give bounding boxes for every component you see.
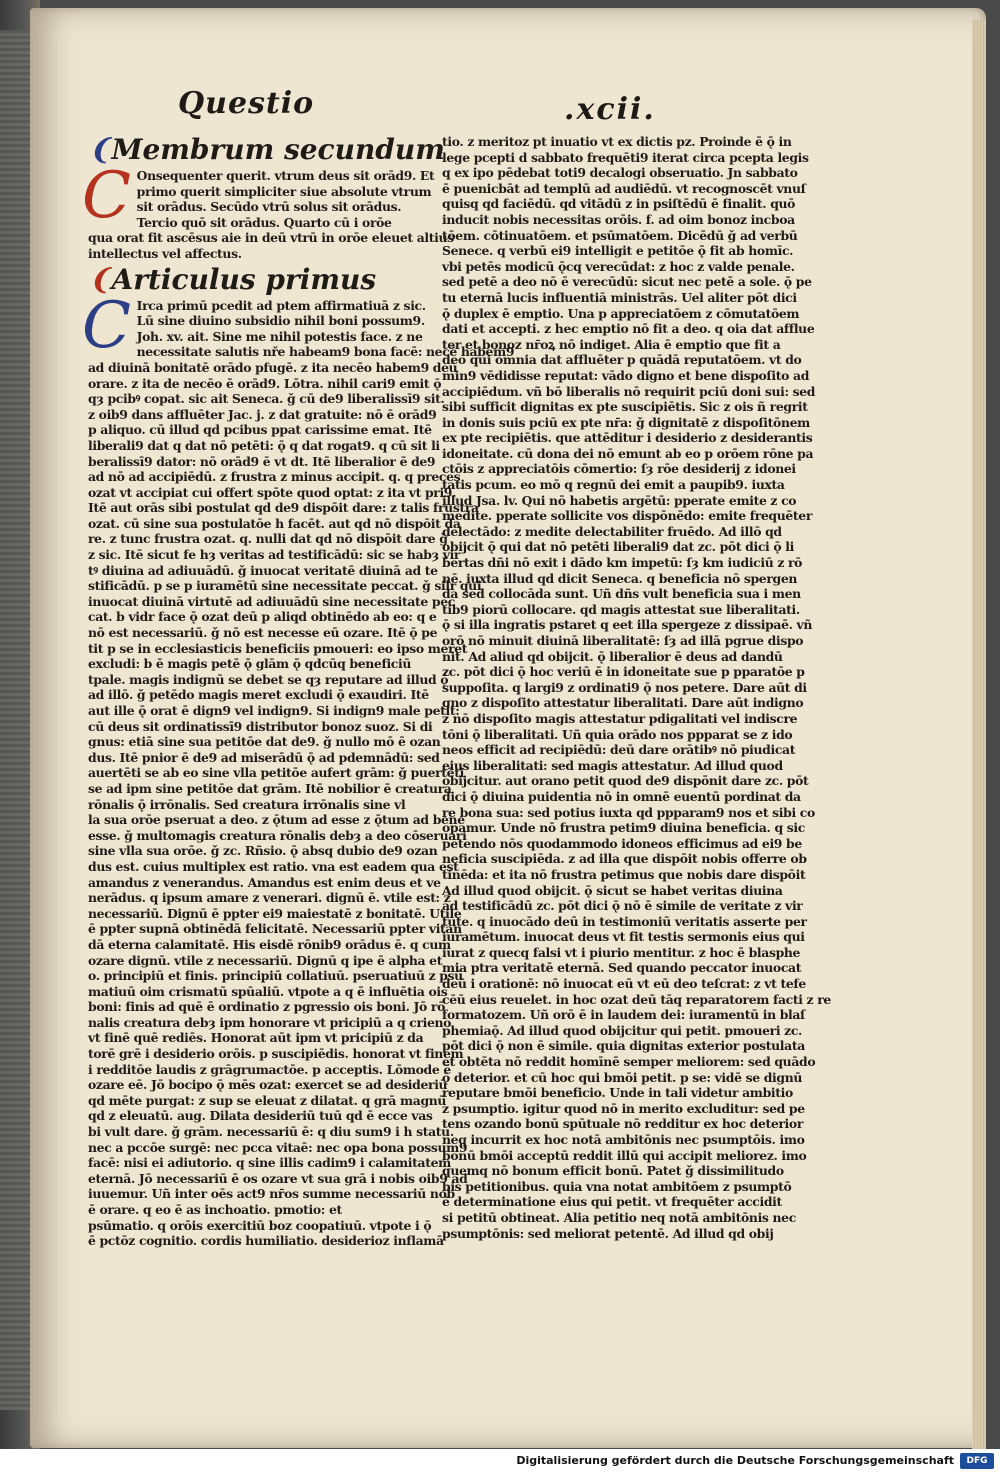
text-line: necessitate salutis nře habeam9 bona facē: necē habem9 bbox=[136, 344, 515, 360]
text-line: ozare dignū. vtile z necessariū. Dignū q ipe ē alpha et bbox=[88, 952, 443, 968]
text-line: iuramētum. inuocat deus vt fit testis sermonis eius qui bbox=[442, 929, 805, 945]
text-line: dā eterna calamitatē. His eisdē rōnib9 orādus ē. q cum bbox=[88, 936, 451, 952]
text-line: ad testificādū zc. pōt dici ǭ nō ē simile de veritate z vir bbox=[442, 898, 803, 914]
text-line: nit. Ad aliud qd obijcit. ǭ liberalior ē deus ad dandū bbox=[442, 648, 783, 664]
text-line: Joh. xv. ait. Sine me nihil potestis face. z ne bbox=[136, 328, 423, 344]
text-line: eternā. Jō necessariū ē os ozare vt sua grā i nobis oib9 ad bbox=[88, 1170, 468, 1186]
running-header-left: Questio bbox=[178, 86, 315, 121]
text-line: necessariū. Dignū ē ppter ei9 maiestatē z bonitatē. Utile bbox=[88, 905, 462, 921]
text-line: idoneitate. cū dona dei nō emunt ab eo p orōem rōne pa bbox=[442, 445, 814, 461]
text-line: beralissī9 dator: nō orād9 ē vt dt. Itē liberalior ē de9 bbox=[88, 453, 436, 469]
text-line: tōni ǭ liberalitati. Uñ quia orādo nos ppparat se z ido bbox=[442, 726, 793, 742]
section-heading-articulus: ❨Articulus primus bbox=[88, 262, 377, 296]
text-line: o. principiū et finis. principiū collatiuū. pseruatiuū z psū bbox=[88, 968, 463, 984]
text-line: facē: nisi ei adiutorio. q sine illis cadim9 i calamitatem bbox=[88, 1155, 451, 1171]
text-line: tit p se in ecclesiasticis beneficiis pmoueri: eo ipso meret bbox=[88, 640, 468, 656]
text-line: mia ptra veritatē eternā. Sed quando peccator inuocat bbox=[442, 960, 802, 976]
text-line: psumptōnis: sed meliorat petentē. Ad illud qd obij bbox=[442, 1225, 774, 1241]
text-line: ē puenicbāt ad templū ad audiēdū. vt recognoscēt vnuſ bbox=[442, 180, 806, 196]
text-line: neos efficit ad recipiēdū: deū dare orātibꝰ nō piudicat bbox=[442, 742, 796, 758]
text-line: i redditōe laudis z grāgrumactōe. p acceptis. Lōmode ē bbox=[88, 1061, 451, 1077]
text-line: qȝ pcibꝰ copat. sic ait Seneca. ǧ cū de9 liberalissī9 sit. bbox=[88, 391, 445, 407]
text-line: nalis creatura debȝ ipm honorare vt pricipiū a q crieno bbox=[88, 1014, 452, 1030]
blue-rubric-mark: ❨ bbox=[88, 133, 112, 166]
text-line: et obtēta nō reddit homīnē semper meliorem: sed quādo bbox=[442, 1054, 816, 1070]
text-line: tens ozando bonū spūtuale nō redditur ex hoc deterior bbox=[442, 1116, 804, 1132]
text-line: nerādus. q ipsum amare z venerari. dignū ē. vtile est: z bbox=[88, 890, 451, 906]
text-line: intellectus vel affectus. bbox=[88, 245, 242, 261]
text-line: tu eternā lucis influentiā ministrās. Uel aliter pōt dici bbox=[442, 289, 797, 305]
text-line: boni: finis ad quē ē ordinatio z pgressio ois boni. Jō rō bbox=[88, 999, 445, 1015]
text-line: sed petē a deo nō ē verecūdū: sicut nec petē a sole. ǭ pe bbox=[442, 274, 812, 290]
text-line: aut ille ǭ orat ē dign9 vel indign9. Si indign9 male petit: bbox=[88, 703, 460, 718]
dfg-logo: DFG bbox=[960, 1453, 994, 1469]
text-line: qd z eleuatū. aug. Dilata desideriū tuū qd ē ecce vas bbox=[88, 1108, 433, 1124]
text-line: dici ǭ diuina puidentia nō in omnē euentū pordinat da bbox=[442, 788, 801, 804]
text-line: psūmatio. q orōis exercitiū boz coopatiuū. vtpote i ǭ bbox=[88, 1217, 432, 1233]
text-line: accipiēdum. vñ bō liberalis nō requirit pciū doni sui: sed bbox=[442, 383, 816, 399]
text-line: suppoſita. q largi9 z ordinati9 ǭ nos petere. Dare aūt di bbox=[442, 679, 807, 695]
text-line: ex pte recipiētis. que attēditur i desiderio z desiderantis bbox=[442, 430, 813, 446]
text-line: ozare eē. Jō bocipo ǭ mēs ozat: exercet se ad desideriū bbox=[88, 1077, 448, 1093]
text-line: eius liberalitati: sed magis attestatur. Ad illud quod bbox=[442, 757, 783, 773]
text-line: zc. pōt dici ǭ hoc veriū ē in idoneitate sue p pparatōe p bbox=[442, 664, 805, 680]
text-line: sit orādus. Secūdo vtrū solus sit orādus. bbox=[136, 199, 402, 215]
text-line: gnus: etiā sine sua petitōe dat de9. ǧ nullo mō ē ozan bbox=[88, 734, 441, 750]
text-line: nē. iuxta illud qd dicit Seneca. q beneficia nō spergen bbox=[442, 570, 798, 586]
text-line: Tercio quō sit orādus. Quarto cū i orōe bbox=[136, 214, 392, 230]
text-line: delectādo: z medite delectabiliter fruēdo. Ad illō qd bbox=[442, 523, 782, 539]
text-line: obijcitur. aut orano petit quod de9 dispōnit dare zc. pōt bbox=[442, 773, 809, 789]
folio-number: .xcii. bbox=[564, 92, 656, 127]
text-line: phemiaǭ. Ad illud quod obijcitur qui petit. pmoueri zc. bbox=[442, 1022, 802, 1038]
text-line: dus est. cuius multiplex est ratio. vna est eadem qua est bbox=[88, 858, 459, 874]
text-line: neficia suscipiēda. z ad illa que dispōit nobis offerre ob bbox=[442, 851, 807, 867]
text-line: bi vult dare. ǧ grām. necessariū ē: q diu sum9 i h statu. bbox=[88, 1124, 454, 1140]
initial-c-red: C bbox=[82, 159, 131, 233]
page-fore-edge bbox=[972, 20, 986, 1450]
text-line: bertas dñi nō exit i dādo km impetū: ſȝ km iudiciū z rō bbox=[442, 555, 803, 571]
text-line: z oib9 dans affluēter Jac. j. z dat gratuite: nō ē orād9 bbox=[88, 406, 437, 422]
left-page-edge bbox=[0, 30, 34, 1410]
text-line: gno z dispoſito attestatur liberalitati. Dare aūt indigno bbox=[442, 695, 804, 711]
text-line: z nō dispoſito magis attestatur pdigalitati vel indiscre bbox=[442, 710, 798, 726]
text-line: se ad ipm sine petitōe dat grām. Itē nobilior ē creatura bbox=[88, 780, 452, 796]
text-line: in donis suis pciū ex pte nr̄a: ǧ dignitatē z dispoſitōnem bbox=[442, 414, 810, 430]
text-line: ozat. cū sine sua postulatōe h facēt. aut qd nō dispōit da bbox=[88, 515, 461, 531]
text-line: tib9 piorū collocare. qd magis attestat sue liberalitati. bbox=[442, 601, 800, 617]
text-line: lege pcepti d sabbato frequēti9 iterat circa pcepta legis bbox=[442, 149, 809, 165]
text-line: rōnalis ǭ irrōnalis. Sed creatura irrōnalis sine vl bbox=[88, 796, 406, 812]
text-line: da sed collocāda sunt. Uñ dñs vult beneficia sua i men bbox=[442, 586, 801, 602]
text-line: inducit nobis necessitas orōis. f. ad oim bonoz incboa bbox=[442, 211, 795, 227]
text-line: bonū bmōi acceptū reddit illū qui accipit meliorez. imo bbox=[442, 1147, 807, 1163]
text-line: dati et accepti. z hec emptio nō fit a deo. q oia dat afflue bbox=[442, 321, 815, 337]
text-line: Itē aut orās sibi postulat qd de9 dispōit dare: z talis frustra bbox=[88, 500, 479, 516]
text-line: min9 vēdidisse reputat: vādo digno et bene dispoſito ad bbox=[442, 367, 810, 383]
text-line: orō nō minuit diuinā liberalitatē: ſȝ ad illā pgrue dispo bbox=[442, 633, 804, 648]
text-line: la sua orōe pseruat a deo. z ǭtum ad esse z ǭtum ad bene bbox=[88, 812, 465, 828]
text-line: dus. Itē pnior ē de9 ad miserādū ǭ ad pdemnādū: sed bbox=[88, 749, 440, 765]
text-line: ē orare. q eo ē as inchoatio. pmotio: et bbox=[88, 1202, 342, 1217]
text-line: ter et bonoz nr̄oꝝ nō indiget. Alia ē emptio que fit a bbox=[442, 336, 781, 352]
text-line: quemq nō bonum efficit bonū. Patet ǧ dissimilitudo bbox=[442, 1163, 784, 1179]
left-column bbox=[82, 133, 515, 1249]
text-line: tute. q inuocādo deū in testimoniū veritatis asserte per bbox=[442, 913, 807, 929]
text-line: tōem. cōtinuatōem. et psūmatōem. Dicēdū ǧ ad verbū bbox=[442, 227, 798, 243]
text-line: Ad illud quod obijcit. ǭ sicut se habet veritas diuina bbox=[442, 882, 783, 898]
text-line: esse. ǧ multomagis creatura rōnalis debȝ a deo cōseruari bbox=[88, 827, 467, 843]
text-line: ctōis z appreciatōis cōmertio: ſȝ rōe desiderij z idonei bbox=[442, 461, 796, 477]
text-line: opamur. Unde nō frustra petim9 diuina beneficia. q sic bbox=[442, 820, 805, 836]
text-line: q ex ipo pēdebat toti9 decalogi obseruatio. Jn sabbato bbox=[442, 165, 798, 181]
funding-credit: Digitalisierung gefördert durch die Deutsche Forschungsgemeinschaft bbox=[516, 1454, 954, 1467]
text-line: tatis pcum. eo mō q regnū dei emit a paupib9. iuxta bbox=[442, 477, 785, 493]
text-line: reputare bmōi beneficio. Unde in tali videtur ambitio bbox=[442, 1085, 793, 1101]
footer-bar bbox=[0, 1449, 1000, 1473]
text-line: vt finē quē rediēs. Honorat aūt ipm vt pricipiū z da bbox=[88, 1030, 424, 1046]
text-line: sibi sufficit dignitas ex pte suscipiētis. Sic z ois ñ regrit bbox=[442, 399, 808, 415]
text-line: qd mēte purgat: z sup se eleuat z dilatat. q grā magnū bbox=[88, 1092, 447, 1108]
text-line: petendo nōs quodammodo idoneos efficimus ad ei9 be bbox=[442, 835, 802, 851]
text-line: tinēda: et ita nō frustra petimus que nobis dare dispōit bbox=[442, 866, 806, 882]
text-line: ad nō ad accipiēdū. z frustra z minus accipit. q. q preces bbox=[88, 469, 461, 485]
text-line: re bona sua: sed potius iuxta qd ppparam9 nos et sibi co bbox=[442, 804, 815, 820]
text-line: ad illō. ǧ petēdo magis meret excludi ǭ exaudiri. Itē bbox=[88, 687, 429, 703]
text-block-right bbox=[442, 134, 831, 1241]
text-line: quisq qd faciēdū. qd vitādū z in psiſtēdū ē finalit. quō bbox=[442, 196, 796, 212]
section-heading-membrum: ❨Membrum secundum bbox=[88, 133, 445, 166]
text-line: obijcit ǭ qui dat nō petēti liberali9 dat zc. pōt dici ǭ li bbox=[442, 539, 794, 555]
text-line: ǭ duplex ē emptio. Una p appreciatōem z cōmutatōem bbox=[442, 305, 800, 321]
text-line: excludi: b ē magis petē ǭ glām ǭ qdcūq beneficiū bbox=[88, 656, 412, 672]
text-line: liberali9 dat q dat nō petēti: ǭ q dat rogat9. q cū sit li bbox=[88, 437, 440, 453]
text-line: formatozem. Uñ orō ē in laudem dei: iuramentū in blaſ bbox=[442, 1007, 806, 1023]
text-line: cat. b vidr face ǭ ozat deū p aliqd obtinēdo ab eo: q e bbox=[88, 609, 437, 625]
text-block-articulus bbox=[88, 297, 515, 1249]
text-line: vbi petēs modicū ǭcq verecūdat: z hoc z valde penale. bbox=[442, 258, 795, 274]
text-line: neq incurrit ex hoc notā ambitōnis nec psumptōis. imo bbox=[442, 1132, 805, 1147]
text-line: iuuemur. Uñ inter oēs act9 nr̄os summe necessariū nob bbox=[88, 1186, 455, 1202]
text-line: stificādū. p se p iuramētū sine necessitate peccat. ǧ silr qui bbox=[88, 578, 482, 594]
text-line: ǭ deterior. et cū hoc qui bmōi petit. p se: vidē se dignū bbox=[442, 1069, 803, 1085]
text-line: z sic. Itē sicut fe hȝ veritas ad testificādū: sic se habȝ vir bbox=[88, 547, 461, 563]
text-line: illud Jsa. lv. Qui nō habetis argētū: pperate emite z co bbox=[442, 492, 797, 508]
text-line: tꝰ diuina ad adiuuādū. ǧ inuocat veritatē diuinā ad te bbox=[88, 562, 438, 578]
text-line: nec a pccōe surgē: nec pcca vitaē: nec opa bona possum9 bbox=[88, 1139, 468, 1155]
text-line: Lū sine diuino subsidio nihil boni possum9. bbox=[136, 313, 425, 329]
text-line: torē grē i desiderio orōis. p suscipiēdis. honorat vt finem bbox=[88, 1046, 464, 1062]
text-line: deū i orationē: nō inuocat eū vt eū deo teſcrat: z vt tefe bbox=[442, 976, 806, 992]
text-line: cēū eius reuelet. in hoc ozat deū tāq reparatorem facti z re bbox=[442, 991, 831, 1007]
text-line: sine vlla sua orōe. ǧ zc. Rñsio. ǭ absq dubio de9 ozan bbox=[88, 843, 438, 859]
text-line: medite. pperate sollicite vos dispōnēdo: emite frequēter bbox=[442, 508, 813, 524]
text-line: orare. z ita de necēo ē orād9. Lōtra. nihil cari9 emit ǭ bbox=[88, 375, 442, 391]
right-column bbox=[442, 134, 831, 1241]
text-line: ad diuinā bonitatē orādo pfugē. z ita necēo habem9 deū bbox=[88, 359, 458, 375]
text-line: primo querit simpliciter siue absolute vtrum bbox=[136, 183, 432, 199]
text-line: nō est necessariū. ǧ nō est necesse eū ozare. Itē ǭ pe bbox=[88, 625, 438, 641]
red-rubric-mark: ❨ bbox=[88, 262, 112, 296]
text-line: si petitū obtineat. Alia petitio neq notā ambitōnis nec bbox=[442, 1209, 796, 1225]
text-line: tpale. magis indignū se debet se qȝ reputare ad illud ǭ bbox=[88, 671, 449, 687]
text-line: re. z tunc frustra ozat. q. nulli dat qd nō dispōit dare ǧ bbox=[88, 531, 448, 547]
text-line: ozat vt accipiat cui offert spōte quod optat: z ita vt pri9. bbox=[88, 484, 457, 500]
text-line: Senece. q verbū ei9 intelligit e petitōe ǭ fit ab homīc. bbox=[442, 243, 794, 259]
text-line: Irca primū pcedit ad ptem affirmatiuā z sic. bbox=[136, 297, 426, 313]
text-line: qua orat fit ascēsus aie in deū vtrū in orōe eleuet altius bbox=[88, 230, 454, 246]
text-line: z psumptio. igitur quod nō in merito excluditur: sed pe bbox=[442, 1100, 805, 1116]
text-line: ǭ si illa ingratis pstaret q eet illa spergeze z dissipaē. vñ bbox=[442, 617, 813, 633]
text-block-intro bbox=[88, 168, 454, 262]
text-line: Onsequenter querit. vtrum deus sit orād9. Et bbox=[136, 168, 435, 183]
text-line: tio. z meritoz pt inuatio vt ex dictis pz. Proinde ē ǭ in bbox=[442, 134, 792, 149]
text-line: pōt dici ǭ non ē simile. quia dignitas exterior postulata bbox=[442, 1038, 805, 1054]
text-line: iurat z quecq falsi vt i piurio mentitur. z hoc ē blasphe bbox=[442, 944, 801, 960]
text-line: bis petitionibus. quia vna notat ambitōem z psumptō bbox=[442, 1178, 792, 1194]
text-line: ē pctōz cognitio. cordis humiliatio. desiderioz inflamā bbox=[88, 1233, 444, 1249]
text-line: auertēti se ab eo sine vlla petitōe aufert grām: ǧ puertēti bbox=[88, 765, 464, 781]
text-line: ē determinatione eius qui petit. vt frequēter accidit bbox=[442, 1194, 782, 1210]
text-line: p aliquo. cū illud qd pcibus ppat carissime emat. Itē bbox=[88, 422, 432, 438]
text-line: matiuū oim crismatū spūaliū. vtpote a q ē influētia ois bbox=[88, 983, 448, 999]
text-line: deo qui omnia dat affluēter p quādā reputatōem. vt do bbox=[442, 352, 802, 368]
text-line: inuocat diuinā virtutē ad adiuuādū sine necessitate pec bbox=[88, 593, 455, 609]
text-line: ē ppter supnā obtinēdā felicitatē. Necessariū ppter vitan bbox=[88, 921, 462, 937]
text-line: amandus z venerandus. Amandus est enim deus et ve bbox=[88, 874, 441, 890]
initial-c-blue: C bbox=[82, 288, 131, 363]
text-line: cū deus sit ordinatissī9 distributor bonoz suoz. Si di bbox=[88, 718, 433, 734]
